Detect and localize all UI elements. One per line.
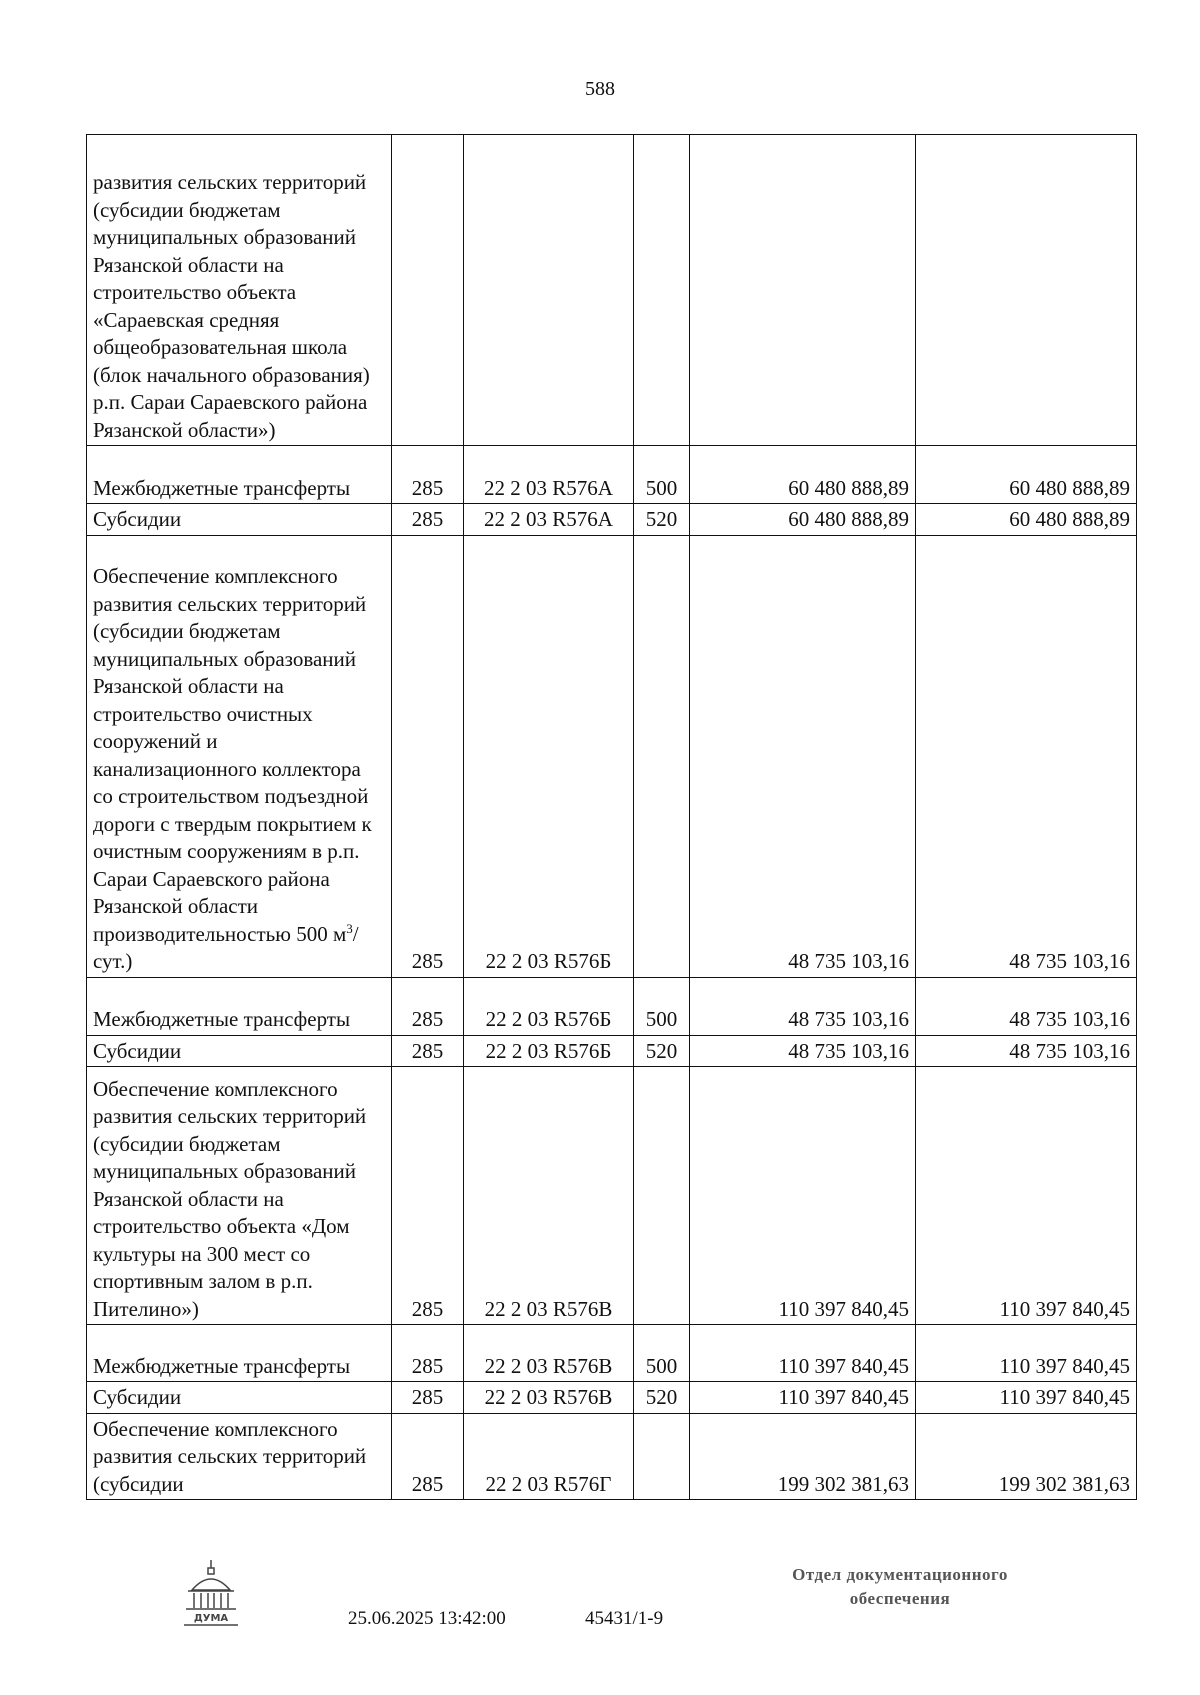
table-row — [87, 1325, 1137, 1382]
row-type — [634, 1067, 690, 1325]
row-amount-2: 60 480 888,89 — [916, 504, 1137, 536]
row-amount-1: 110 397 840,45 — [690, 1382, 916, 1414]
table-row — [87, 1382, 1137, 1414]
row-type — [634, 535, 690, 977]
table-row — [87, 504, 1137, 536]
row-amount-2: 110 397 840,45 — [916, 1067, 1137, 1325]
table-row — [87, 977, 1137, 1035]
row-name: Субсидии — [87, 1035, 392, 1067]
row-name-text: Обеспечение комплексного развития сельских территорий (субсидии бюджетам муниципальных образований Рязанской области на строительство очистных сооружений и канализационного коллектора со строительством подъездной дороги с твердым покрытием к очистным сооружениям в р.п. Сараи Сараевского района Рязанской области производительностью 500 м — [93, 564, 372, 946]
row-ministry: 285 — [392, 977, 464, 1035]
row-amount-1: 48 735 103,16 — [690, 977, 916, 1035]
row-amount-2: 48 735 103,16 — [916, 977, 1137, 1035]
row-ministry: 285 — [392, 1413, 464, 1500]
row-name: Субсидии — [87, 1382, 392, 1414]
row-ministry: 285 — [392, 1382, 464, 1414]
table-row — [87, 535, 1137, 977]
row-name: Обеспечение комплексного развития сельских территорий (субсидии — [87, 1413, 392, 1500]
table-row — [87, 1067, 1137, 1325]
row-code — [464, 135, 634, 446]
table-row — [87, 446, 1137, 504]
row-code: 22 2 03 R576Г — [464, 1413, 634, 1500]
row-type: 520 — [634, 504, 690, 536]
row-amount-2: 110 397 840,45 — [916, 1382, 1137, 1414]
row-amount-2: 110 397 840,45 — [916, 1325, 1137, 1382]
row-type: 520 — [634, 1382, 690, 1414]
row-code: 22 2 03 R576В — [464, 1382, 634, 1414]
row-ministry: 285 — [392, 1325, 464, 1382]
row-ministry: 285 — [392, 535, 464, 977]
row-amount-1: 60 480 888,89 — [690, 504, 916, 536]
table-row — [87, 135, 1137, 446]
table-row — [87, 1035, 1137, 1067]
row-amount-2 — [916, 135, 1137, 446]
row-amount-1: 110 397 840,45 — [690, 1067, 916, 1325]
row-amount-2: 60 480 888,89 — [916, 446, 1137, 504]
row-ministry: 285 — [392, 446, 464, 504]
row-code: 22 2 03 R576Б — [464, 977, 634, 1035]
row-type — [634, 1413, 690, 1500]
row-name: Обеспечение комплексного развития сельских территорий (субсидии бюджетам муниципальных образований Рязанской области на строительство объекта «Дом культуры на 300 мест со спортивным залом в р.п. Пителино») — [87, 1067, 392, 1325]
row-type — [634, 135, 690, 446]
row-amount-1: 60 480 888,89 — [690, 446, 916, 504]
row-amount-1: 110 397 840,45 — [690, 1325, 916, 1382]
table-row — [87, 1413, 1137, 1500]
row-name: развития сельских территорий (субсидии бюджетам муниципальных образований Рязанской области на строительство объекта «Сараевская средняя общеобразовательная школа (блок начального образования) р.п. Сараи Сараевского района Рязанской области») — [87, 135, 392, 446]
stamp-line-2: обеспечения — [849, 1589, 951, 1608]
duma-building-icon — [180, 1558, 242, 1630]
row-amount-1: 199 302 381,63 — [690, 1413, 916, 1500]
row-code: 22 2 03 R576Б — [464, 1035, 634, 1067]
row-ministry: 285 — [392, 1067, 464, 1325]
row-name: Субсидии — [87, 504, 392, 536]
row-amount-1: 48 735 103,16 — [690, 535, 916, 977]
row-amount-1: 48 735 103,16 — [690, 1035, 916, 1067]
stamp-line-1: Отдел документационного — [792, 1565, 1008, 1584]
budget-table — [86, 134, 1137, 1500]
row-code: 22 2 03 R576В — [464, 1067, 634, 1325]
row-name: Межбюджетные трансферты — [87, 977, 392, 1035]
row-name — [87, 535, 392, 977]
row-amount-2: 48 735 103,16 — [916, 1035, 1137, 1067]
department-stamp — [755, 1563, 1045, 1611]
row-name-tail: /сут.) — [93, 921, 359, 973]
row-type: 500 — [634, 446, 690, 504]
row-amount-2: 48 735 103,16 — [916, 535, 1137, 977]
row-name: Межбюджетные трансферты — [87, 1325, 392, 1382]
row-amount-2: 199 302 381,63 — [916, 1413, 1137, 1500]
row-ministry: 285 — [392, 1035, 464, 1067]
row-type: 520 — [634, 1035, 690, 1067]
footer-reg-number: 45431/1-9 — [585, 1608, 664, 1629]
logo-text: ДУМА — [193, 1613, 229, 1624]
row-code: 22 2 03 R576А — [464, 446, 634, 504]
row-ministry — [392, 135, 464, 446]
row-name: Межбюджетные трансферты — [87, 446, 392, 504]
row-ministry: 285 — [392, 504, 464, 536]
row-type: 500 — [634, 977, 690, 1035]
row-code: 22 2 03 R576Б — [464, 535, 634, 977]
row-code: 22 2 03 R576В — [464, 1325, 634, 1382]
row-type: 500 — [634, 1325, 690, 1382]
page-number: 588 — [585, 78, 615, 100]
footer-date: 25.06.2025 13:42:00 — [348, 1608, 506, 1629]
row-code: 22 2 03 R576А — [464, 504, 634, 536]
row-amount-1 — [690, 135, 916, 446]
row-name-superscript: 3 — [346, 920, 353, 936]
